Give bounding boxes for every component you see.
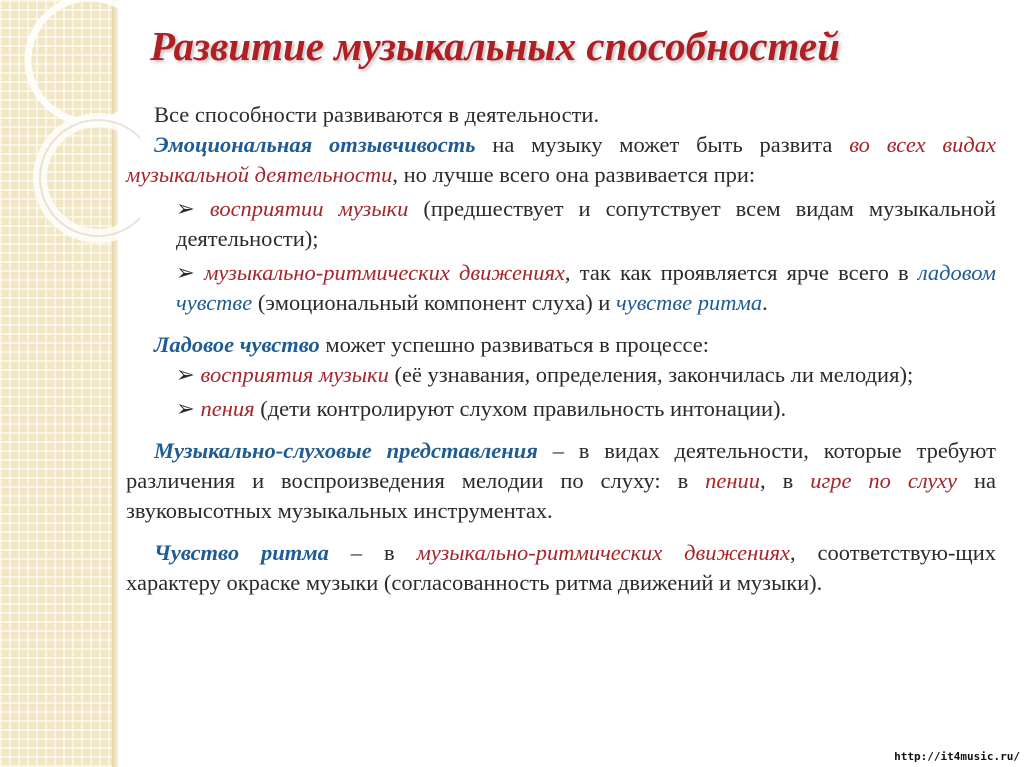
arrow-bullet-icon: ➢ (176, 260, 195, 285)
intro-line (126, 100, 996, 130)
bullet1-text: (предшествует и сопутствует всем видам музыкальной деятельности); (176, 196, 996, 251)
intro-text: Все способности развиваются в деятельности. (154, 102, 600, 127)
ring-middle (40, 120, 140, 236)
bullet2-red: музыкально-ритмических движениях (204, 260, 565, 285)
paragraph-auditory (126, 436, 996, 526)
arrow-bullet-icon: ➢ (176, 396, 195, 421)
bullet2-text1: , так как проявляется ярче всего в (564, 260, 918, 285)
term-emotional: Эмоциональная отзывчивость (154, 132, 476, 157)
term-rhythm: Чувство ритма (154, 540, 329, 565)
footer-url: http://it4music.ru/ (894, 750, 1020, 763)
bullet3-text: (её узнавания, определения, закончилась ли мелодия); (388, 362, 914, 387)
bullet2-blue2: чувстве ритма (615, 290, 763, 315)
slide-content (126, 100, 996, 598)
para1-text1: на музыку может быть развита (475, 132, 850, 157)
term-auditory: Музыкально-слуховые представления (154, 438, 538, 463)
arrow-bullet-icon: ➢ (176, 362, 195, 387)
decorative-rings (0, 0, 140, 260)
para3-text1: – в видах деятельности, которые требуют различения и воспроизведения мелодии по слуху: в (126, 438, 996, 493)
paragraph-emotional (126, 130, 996, 190)
para3-red2: игре по слуху (810, 468, 958, 493)
bullet3-red: восприятия музыки (200, 362, 389, 387)
page-title: Развитие музыкальных способностей (150, 23, 840, 69)
para1-text2: , но лучше всего она развивается при: (392, 162, 756, 187)
para4-text1: – в (328, 540, 417, 565)
bullet1-red: восприятии музыки (209, 196, 409, 221)
para3-red1: пении (705, 468, 761, 493)
bullet4-text: (дети контролируют слухом правильность интонации). (254, 396, 787, 421)
para3-text2: , в (760, 468, 811, 493)
ring-top (28, 0, 140, 122)
bullet2-text2: (эмоциональный компонент слуха) и (252, 290, 616, 315)
para1-red: во всех видах музыкальной деятельности (126, 132, 996, 187)
bullet-perception-2 (176, 360, 996, 390)
arrow-bullet-icon: ➢ (176, 196, 195, 221)
para4-text2: , соответствую-щих характеру окраске музыки (согласованность ритма движений и музыки). (126, 540, 997, 595)
paragraph-rhythm (126, 538, 996, 598)
bullet-rhythmic (176, 258, 996, 318)
bullet-perception (176, 194, 996, 254)
bullet4-red: пения (200, 396, 255, 421)
para2-text: может успешно развиваться в процессе: (319, 332, 709, 357)
para4-red: музыкально-ритмических движениях (416, 540, 791, 565)
bullet2-text3: . (762, 290, 768, 315)
paragraph-modal (126, 330, 996, 360)
bullet2-blue1: ладовом чувстве (176, 260, 997, 315)
para3-text3: на звуковысотных музыкальных инструментах. (126, 468, 997, 523)
bullet-singing (176, 394, 996, 424)
term-modal: Ладовое чувство (154, 332, 320, 357)
